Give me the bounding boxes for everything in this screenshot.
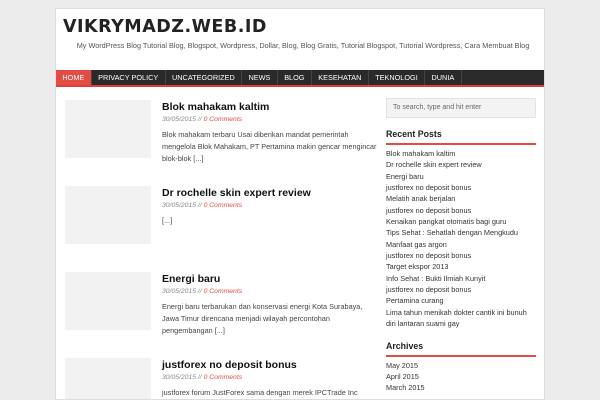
recent-post-link[interactable]: Info Sehat : Bukti Ilmiah Kunyit (386, 273, 486, 283)
post-date: 30/05/2015 (162, 374, 197, 381)
nav-item-teknologi[interactable]: TEKNOLOGI (369, 70, 425, 85)
recent-post-link[interactable]: Lima tahun menikah dokter cantik ini bunuh diri lantaran suami gay (386, 307, 527, 329)
archive-link[interactable]: March 2015 (386, 383, 425, 393)
nav-item-blog[interactable]: BLOG (278, 70, 312, 85)
recent-post-link[interactable]: justforex no deposit bonus (386, 285, 472, 295)
post-meta: 30/05/2015 // 0 Comments (162, 116, 243, 123)
post-excerpt-text: justforex forum JustForex sama dengan merek IPCTrade Inc (162, 388, 358, 397)
recent-posts-list (386, 148, 536, 330)
recent-post-link[interactable]: Pertamina curang (386, 296, 444, 306)
post-title[interactable]: Dr rochelle skin expert review (162, 187, 311, 199)
site-header (56, 9, 544, 67)
recent-post-link[interactable]: Blok mahakam kaltim (386, 149, 456, 158)
recent-post-link[interactable]: justforex no deposit bonus (386, 251, 472, 261)
nav-item-dunia[interactable]: DUNIA (425, 70, 461, 85)
nav-item-kesehatan[interactable]: KESEHATAN (312, 70, 369, 85)
post-excerpt (162, 387, 377, 399)
post-list (65, 100, 377, 400)
sidebar (386, 98, 536, 394)
post-thumbnail[interactable] (65, 272, 151, 330)
post-excerpt-text: Energi baru terbarukan dan konservasi energi Kota Surabaya, Jawa Timur direncana menjadi wilayah percontohan pengembangan (162, 302, 363, 335)
nav-item-privacy-policy[interactable]: PRIVACY POLICY (92, 70, 166, 85)
post-title[interactable]: justforex no deposit bonus (162, 359, 297, 371)
post-meta: 30/05/2015 // 0 Comments (162, 202, 243, 209)
recent-post-link[interactable]: Energi baru (386, 171, 424, 181)
read-more-link[interactable]: [...] (214, 326, 225, 335)
post-item (65, 186, 377, 272)
read-more-link[interactable]: [...] (193, 154, 204, 163)
post-title[interactable]: Blok mahakam kaltim (162, 101, 270, 113)
post-item (65, 272, 377, 358)
recent-posts-heading: Recent Posts (386, 129, 536, 145)
archive-link[interactable]: April 2015 (386, 371, 419, 381)
recent-post-link[interactable]: Manfaat gas argon (386, 239, 447, 249)
post-excerpt-text: Blok mahakam terbaru Usai diberikan mandat pemerintah mengelola Blok Mahakam, PT Pertamina makin gencar mengincar blok-blok (162, 130, 377, 163)
recent-post-link[interactable]: justforex no deposit bonus (386, 183, 472, 193)
page-container (55, 8, 545, 400)
search-input[interactable]: To search, type and hit enter (386, 98, 536, 118)
nav-item-home[interactable]: HOME (56, 70, 92, 85)
recent-post-link[interactable]: Kenaikan pangkat otomatis bagi guru (386, 217, 507, 227)
post-thumbnail[interactable] (65, 100, 151, 158)
recent-post-link[interactable]: Melatih anak berjalan (386, 194, 456, 204)
post-comments-link[interactable]: 0 Comments (203, 288, 243, 295)
nav-item-uncategorized[interactable]: UNCATEGORIZED (166, 70, 242, 85)
post-comments-link[interactable]: 0 Comments (203, 374, 243, 381)
post-excerpt (162, 215, 377, 227)
nav-item-news[interactable]: NEWS (242, 70, 278, 85)
post-item (65, 100, 377, 186)
post-item (65, 358, 377, 400)
recent-post-link[interactable]: Dr rochelle skin expert review (386, 160, 482, 170)
post-excerpt (162, 301, 377, 337)
post-meta: 30/05/2015 // 0 Comments (162, 374, 243, 381)
archives-heading: Archives (386, 341, 536, 357)
site-tagline: My WordPress Blog Tutorial Blog, Blogspot, Wordpress, Dollar, Blog, Blog Gratis, Tutorial Blogspot, Tutorial Wordpress, Cara Membuat Blog (76, 41, 530, 50)
post-date: 30/05/2015 (162, 202, 197, 209)
post-date: 30/05/2015 (162, 116, 197, 123)
post-title[interactable]: Energi baru (162, 273, 221, 285)
post-comments-link[interactable]: 0 Comments (203, 202, 243, 209)
archive-link[interactable]: May 2015 (386, 360, 419, 370)
recent-post-link[interactable]: Target ekspor 2013 (386, 262, 449, 272)
post-excerpt (162, 129, 377, 165)
post-comments-link[interactable]: 0 Comments (203, 116, 243, 123)
recent-post-link[interactable]: Tips Sehat : Sehatlah dengan Mengkudu (386, 228, 518, 238)
recent-post-link[interactable]: justforex no deposit bonus (386, 205, 472, 215)
post-thumbnail[interactable] (65, 186, 151, 244)
post-meta: 30/05/2015 // 0 Comments (162, 288, 243, 295)
read-more-link[interactable]: [...] (162, 216, 173, 225)
main-nav (56, 70, 545, 87)
post-date: 30/05/2015 (162, 288, 197, 295)
site-title[interactable]: VIKRYMADZ.WEB.ID (63, 17, 267, 37)
post-thumbnail[interactable] (65, 358, 151, 400)
archives-list (386, 360, 536, 394)
